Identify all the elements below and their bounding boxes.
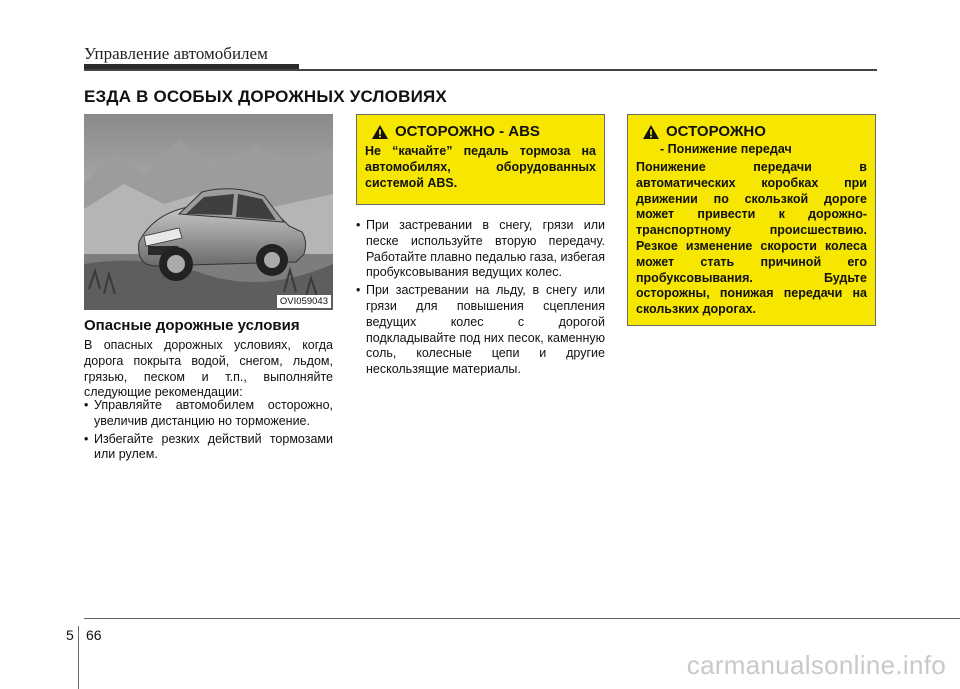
warning-icon: [642, 124, 660, 140]
page-number: 66: [86, 627, 102, 643]
car-illustration: [84, 114, 333, 310]
intro-paragraph: В опасных дорожных условиях, когда дорога покрыта водой, снегом, льдом, грязью, песком и т.п., выполняйте следующие рекомендации:: [84, 338, 333, 400]
caution-title-text: ОСТОРОЖНО - ABS: [395, 123, 540, 140]
header-rule: [84, 69, 877, 71]
page-title: ЕЗДА В ОСОБЫХ ДОРОЖНЫХ УСЛОВИЯХ: [84, 87, 447, 106]
list-item: • При застревании в снегу, грязи или песке используйте вторую передачу. Работайте плавно педалью газа, избегая пробуксовывания ведущих колес.: [356, 218, 605, 281]
list-item: • Управляйте автомобилем осторожно, увеличив дистанцию но торможение.: [84, 398, 333, 430]
stuck-advice-list: [356, 218, 605, 380]
section-header: Управление автомобилем: [84, 44, 268, 63]
caution-downshift-box: [627, 114, 876, 326]
list-item: • Избегайте резких действий тормозами или рулем.: [84, 432, 333, 464]
caution-title-text: ОСТОРОЖНО: [666, 123, 766, 140]
section-heading: Опасные дорожные условия: [84, 317, 300, 334]
caution-title: [371, 123, 596, 140]
caution-subtitle: - Понижение передач: [660, 142, 792, 156]
image-code: OVI059043: [277, 295, 331, 308]
car-drawing: [84, 114, 333, 310]
warning-icon: [371, 124, 389, 140]
recommendation-list: [84, 398, 333, 465]
caution-title: [642, 123, 867, 140]
caution-abs-box: [356, 114, 605, 205]
footer-rule: [84, 618, 960, 619]
chapter-number: 5: [66, 627, 74, 643]
watermark: carmanualsonline.info: [686, 650, 946, 680]
footer-divider: [78, 626, 79, 689]
caution-text: Понижение передачи в автоматических коробках при движении по скользкой дороге может привести к дорожно-транспортному происшествию. Резкое изменение скорости колеса может стать причиной его пробуксовывания. Будьте осторожны, понижая передачи на скользких дорогах.: [636, 160, 867, 317]
list-item: • При застревании на льду, в снегу или грязи для повышения сцепления ведущих колес с дорогой подкладывайте под них песок, каменную соль, колесные цепи и другие нескользящие материалы.: [356, 283, 605, 378]
caution-text: Не “качайте” педаль тормоза на автомобилях, оборудованных системой ABS.: [365, 144, 596, 190]
